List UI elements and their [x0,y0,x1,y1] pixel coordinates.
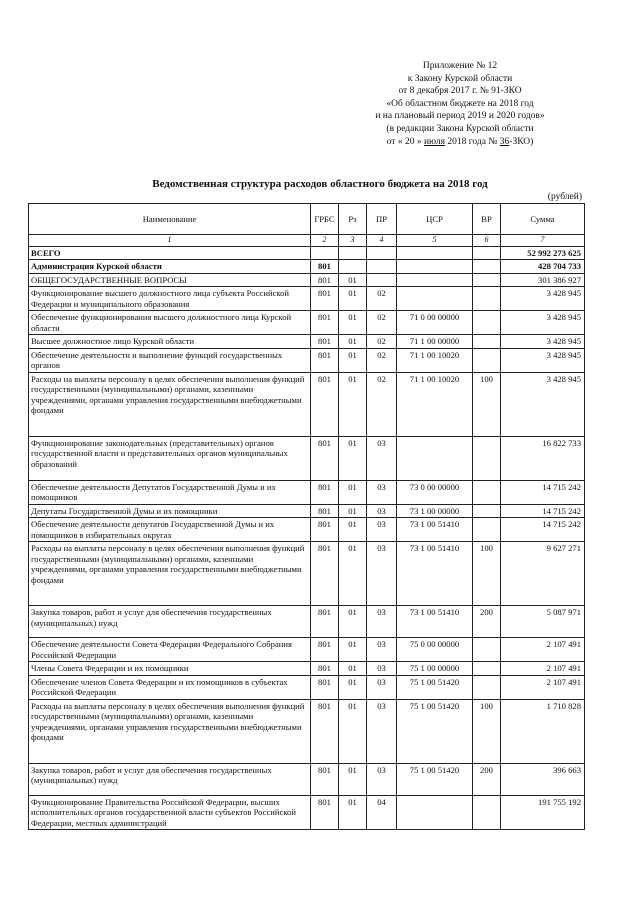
document-title: Ведомственная структура расходов областного бюджета на 2018 год [152,178,488,190]
cell-rz: 01 [339,638,367,662]
table-header-row [29,204,585,235]
cell-grbs: 801 [311,273,339,287]
approval-line: к Закону Курской области [407,73,513,84]
cell-pr: 03 [367,662,397,676]
approval-block [300,60,620,148]
table-row [29,260,585,274]
cell-sum: 396 663 [501,763,585,795]
cell-sum: 9 627 271 [501,542,585,606]
table-row [29,335,585,349]
cell-rz: 01 [339,311,367,335]
col-index: 4 [367,235,397,247]
cell-vr [473,311,501,335]
cell-name: Обеспечение деятельности Депутатов Государственной Думы и их помощников [29,480,311,504]
cell-rz: 01 [339,795,367,830]
cell-csr: 75 1 00 51420 [397,699,473,763]
cell-name: ОБЩЕГОСУДАРСТВЕННЫЕ ВОПРОСЫ [29,273,311,287]
table-row [29,287,585,311]
cell-vr: 100 [473,699,501,763]
cell-sum: 3 428 945 [501,372,585,436]
table-row [29,662,585,676]
cell-vr [473,273,501,287]
cell-sum: 3 428 945 [501,287,585,311]
cell-vr [473,335,501,349]
cell-name: Члены Совета Федерации и их помощники [29,662,311,676]
cell-rz: 01 [339,504,367,518]
cell-grbs: 801 [311,606,339,638]
cell-vr [473,638,501,662]
cell-grbs: 801 [311,699,339,763]
cell-csr: 73 1 00 51410 [397,606,473,638]
cell-pr [367,260,397,274]
cell-rz: 01 [339,606,367,638]
cell-sum: 5 087 971 [501,606,585,638]
col-header-sum: Сумма [501,204,585,235]
cell-csr: 73 1 00 00000 [397,504,473,518]
cell-pr [367,246,397,260]
cell-name: Закупка товаров, работ и услуг для обеспечения государственных (муниципальных) нужд [29,606,311,638]
cell-pr: 02 [367,348,397,372]
cell-pr: 03 [367,436,397,480]
cell-name: Администрация Курской области [29,260,311,274]
cell-name: Обеспечение функционирования высшего должностного лица Курской области [29,311,311,335]
cell-pr: 02 [367,335,397,349]
cell-rz: 01 [339,480,367,504]
law-suffix: -ЗКО) [509,136,534,147]
table-row [29,638,585,662]
cell-name: Расходы на выплаты персоналу в целях обеспечения выполнения функций государственными (муниципальными) органами, казенными учреждениями, органами управления государственными внебюджетными фондами [29,542,311,606]
col-index: 5 [397,235,473,247]
col-index: 1 [29,235,311,247]
column-index-row [29,235,585,247]
cell-rz: 01 [339,699,367,763]
col-header-rz: Рз [339,204,367,235]
cell-pr: 02 [367,311,397,335]
cell-pr: 04 [367,795,397,830]
cell-rz: 01 [339,675,367,699]
cell-rz: 01 [339,273,367,287]
cell-vr: 100 [473,372,501,436]
col-index: 6 [473,235,501,247]
table-body [29,246,585,830]
col-index: 7 [501,235,585,247]
approval-line: Приложение № 12 [422,61,498,71]
approval-line: от 8 декабря 2017 г. № 91-ЗКО [398,86,522,97]
cell-pr: 03 [367,638,397,662]
cell-sum: 2 107 491 [501,675,585,699]
cell-grbs: 801 [311,504,339,518]
col-header-pr: ПР [367,204,397,235]
cell-csr: 71 1 00 00000 [397,335,473,349]
cell-grbs: 801 [311,260,339,274]
cell-name: Функционирование высшего должностного лица субъекта Российской Федерации и муниципального образования [29,287,311,311]
cell-rz: 01 [339,662,367,676]
cell-pr: 02 [367,372,397,436]
table-row [29,480,585,504]
cell-grbs: 801 [311,311,339,335]
cell-grbs: 801 [311,675,339,699]
table-row [29,763,585,795]
cell-sum: 14 715 242 [501,504,585,518]
cell-pr: 03 [367,480,397,504]
cell-vr [473,675,501,699]
table-row [29,311,585,335]
cell-sum: 3 428 945 [501,348,585,372]
cell-pr: 03 [367,504,397,518]
law-number: 36 [499,136,510,147]
cell-vr [473,260,501,274]
cell-rz: 01 [339,763,367,795]
cell-pr: 03 [367,675,397,699]
table-row [29,372,585,436]
date-month: июля [423,136,446,147]
cell-sum: 1 710 828 [501,699,585,763]
cell-pr: 03 [367,518,397,542]
cell-csr [397,260,473,274]
cell-vr [473,504,501,518]
cell-rz: 01 [339,287,367,311]
col-header-csr: ЦСР [397,204,473,235]
cell-grbs: 801 [311,287,339,311]
table-row [29,675,585,699]
cell-rz [339,246,367,260]
cell-name: Закупка товаров, работ и услуг для обеспечения государственных (муниципальных) нужд [29,763,311,795]
cell-csr: 71 1 00 10020 [397,348,473,372]
cell-csr: 73 1 00 51410 [397,542,473,606]
cell-vr: 200 [473,606,501,638]
cell-vr [473,662,501,676]
cell-sum: 2 107 491 [501,662,585,676]
cell-csr [397,246,473,260]
cell-grbs: 801 [311,372,339,436]
cell-vr [473,287,501,311]
cell-csr: 73 0 00 00000 [397,480,473,504]
cell-sum: 14 715 242 [501,518,585,542]
cell-grbs [311,246,339,260]
cell-sum: 14 715 242 [501,480,585,504]
cell-csr: 71 1 00 10020 [397,372,473,436]
table-row [29,504,585,518]
cell-sum: 16 822 733 [501,436,585,480]
cell-vr [473,436,501,480]
cell-rz: 01 [339,542,367,606]
cell-name: Обеспечение деятельности Совета Федерации Федерального Собрания Российской Федерации [29,638,311,662]
cell-name: Обеспечение деятельности депутатов Государственной Думы и их помощников в избирательных округах [29,518,311,542]
cell-vr: 200 [473,763,501,795]
col-header-vr: ВР [473,204,501,235]
cell-sum: 428 704 733 [501,260,585,274]
cell-name: Депутаты Государственной Думы и их помощники [29,504,311,518]
cell-rz: 01 [339,518,367,542]
cell-vr [473,480,501,504]
col-index: 2 [311,235,339,247]
cell-csr: 75 0 00 00000 [397,638,473,662]
expenditure-table [28,203,585,830]
table-row [29,606,585,638]
cell-vr [473,348,501,372]
cell-pr: 03 [367,542,397,606]
cell-name: Высшее должностное лицо Курской области [29,335,311,349]
cell-pr: 03 [367,763,397,795]
cell-rz: 01 [339,436,367,480]
cell-sum: 3 428 945 [501,335,585,349]
cell-grbs: 801 [311,795,339,830]
table-row [29,436,585,480]
date-prefix: от « 20 » [386,136,424,147]
cell-grbs: 801 [311,335,339,349]
table-row [29,273,585,287]
cell-csr [397,287,473,311]
cell-pr: 02 [367,287,397,311]
col-index: 3 [339,235,367,247]
cell-grbs: 801 [311,518,339,542]
cell-vr [473,795,501,830]
cell-grbs: 801 [311,662,339,676]
cell-csr: 73 1 00 51410 [397,518,473,542]
cell-vr [473,246,501,260]
cell-csr [397,273,473,287]
cell-csr [397,436,473,480]
cell-csr [397,795,473,830]
cell-name: ВСЕГО [29,246,311,260]
table-row [29,699,585,763]
cell-grbs: 801 [311,480,339,504]
cell-pr [367,273,397,287]
cell-pr: 03 [367,699,397,763]
cell-rz: 01 [339,372,367,436]
approval-line: (в редакции Закона Курской области [386,123,534,134]
cell-name: Расходы на выплаты персоналу в целях обеспечения выполнения функций государственными (муниципальными) органами, казенными учреждениями, органами управления государственными внебюджетными фондами [29,699,311,763]
approval-date-line [300,136,620,149]
cell-name: Функционирование законодательных (представительных) органов государственной власти и представительных органов муниципальных образований [29,436,311,480]
col-header-grbs: ГРБС [311,204,339,235]
cell-name: Обеспечение деятельности и выполнение функций государственных органов [29,348,311,372]
table-row [29,795,585,830]
date-middle: 2018 года № [445,136,500,147]
cell-vr [473,518,501,542]
table-row [29,348,585,372]
cell-grbs: 801 [311,638,339,662]
cell-sum: 3 428 945 [501,311,585,335]
cell-vr: 100 [473,542,501,606]
table-row [29,518,585,542]
cell-rz [339,260,367,274]
col-header-name: Наименование [29,204,311,235]
cell-csr: 75 1 00 51420 [397,763,473,795]
table-row [29,542,585,606]
cell-csr: 75 1 00 00000 [397,662,473,676]
cell-name: Функционирование Правительства Российской Федерации, высших исполнительных органов государственной власти субъектов Российской Федерации, местных администраций [29,795,311,830]
cell-grbs: 801 [311,348,339,372]
cell-name: Обеспечение членов Совета Федерации и их помощников в субъектах Российской Федерации [29,675,311,699]
table-row [29,246,585,260]
cell-csr: 71 0 00 00000 [397,311,473,335]
cell-sum: 52 992 273 625 [501,246,585,260]
cell-sum: 191 755 192 [501,795,585,830]
units-label: (рублей) [547,192,582,202]
cell-grbs: 801 [311,436,339,480]
cell-csr: 75 1 00 51420 [397,675,473,699]
cell-rz: 01 [339,348,367,372]
cell-grbs: 801 [311,763,339,795]
cell-sum: 301 386 927 [501,273,585,287]
approval-line: и на плановый период 2019 и 2020 годов» [375,111,545,122]
cell-grbs: 801 [311,542,339,606]
cell-rz: 01 [339,335,367,349]
cell-pr: 03 [367,606,397,638]
cell-name: Расходы на выплаты персоналу в целях обеспечения выполнения функций государственными (муниципальными) органами, казенными учреждениями, органами управления государственными внебюджетными фондами [29,372,311,436]
cell-sum: 2 107 491 [501,638,585,662]
approval-line: «Об областном бюджете на 2018 год [386,98,534,109]
